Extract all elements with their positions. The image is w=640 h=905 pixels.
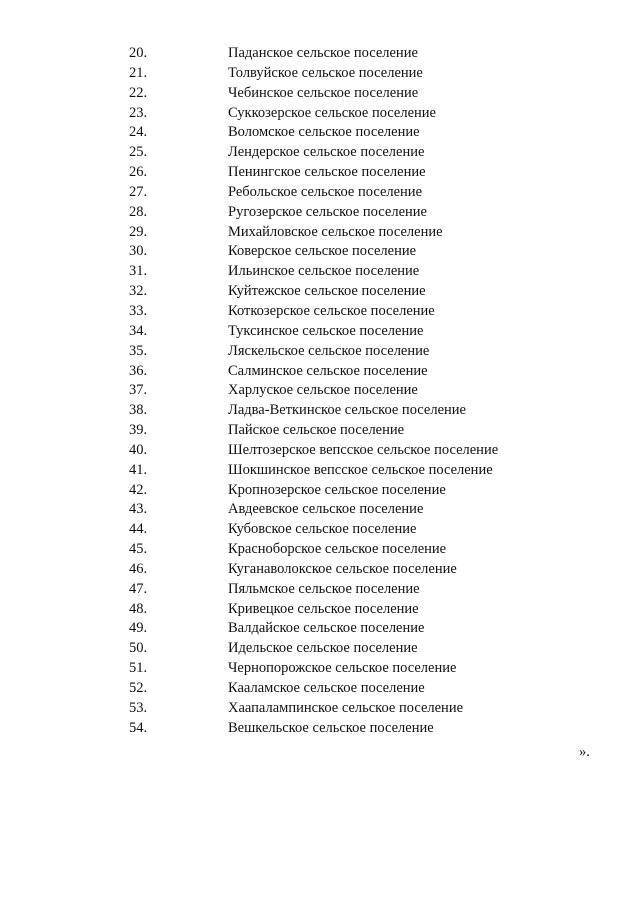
settlement-name: Куганаволокское сельское поселение <box>228 560 457 577</box>
list-item <box>0 679 640 699</box>
list-item <box>0 719 640 739</box>
item-number: 49. <box>129 620 148 637</box>
list-item <box>0 500 640 520</box>
item-number: 45. <box>129 541 148 558</box>
settlement-name: Идельское сельское поселение <box>228 640 418 657</box>
settlement-name: Кубовское сельское поселение <box>228 521 417 538</box>
settlement-name: Туксинское сельское поселение <box>228 322 424 339</box>
settlement-name: Красноборское сельское поселение <box>228 541 447 558</box>
settlement-name: Ильинское сельское поселение <box>228 263 420 280</box>
list-item <box>0 84 640 104</box>
item-number: 34. <box>129 322 148 339</box>
settlement-name: Ребольское сельское поселение <box>228 183 423 200</box>
item-number: 40. <box>129 441 148 458</box>
settlement-name: Чернопорожское сельское поселение <box>228 660 457 677</box>
list-item <box>0 223 640 243</box>
item-number: 30. <box>129 243 148 260</box>
item-number: 41. <box>129 461 148 478</box>
list-item <box>0 441 640 461</box>
settlement-name: Кривецкое сельское поселение <box>228 600 419 617</box>
item-number: 54. <box>129 719 148 736</box>
item-number: 26. <box>129 164 148 181</box>
list-item <box>0 461 640 481</box>
list-item <box>0 163 640 183</box>
list-item <box>0 421 640 441</box>
list-item <box>0 401 640 421</box>
list-item <box>0 64 640 84</box>
list-item <box>0 659 640 679</box>
item-number: 33. <box>129 302 148 319</box>
list-item <box>0 143 640 163</box>
item-number: 53. <box>129 699 148 716</box>
settlement-name: Хаапалампинское сельское поселение <box>228 699 464 716</box>
item-number: 38. <box>129 402 148 419</box>
list-item <box>0 619 640 639</box>
list-item <box>0 322 640 342</box>
settlement-name: Ляскельское сельское поселение <box>228 342 430 359</box>
item-number: 29. <box>129 223 148 240</box>
list-item <box>0 639 640 659</box>
settlement-name: Пайское сельское поселение <box>228 422 405 439</box>
settlement-name: Михайловское сельское поселение <box>228 223 443 240</box>
item-number: 32. <box>129 283 148 300</box>
item-number: 23. <box>129 104 148 121</box>
item-number: 47. <box>129 580 148 597</box>
settlement-name: Харлуское сельское поселение <box>228 382 418 399</box>
settlement-name: Шокшинское вепсское сельское поселение <box>228 461 493 478</box>
settlement-name: Воломское сельское поселение <box>228 124 420 141</box>
list-item <box>0 203 640 223</box>
item-number: 51. <box>129 660 148 677</box>
settlement-name: Суккозерское сельское поселение <box>228 104 436 121</box>
item-number: 52. <box>129 680 148 696</box>
list-item <box>0 560 640 580</box>
list-item <box>0 123 640 143</box>
list-item <box>0 262 640 282</box>
item-number: 35. <box>129 342 148 359</box>
settlement-name: Валдайское сельское поселение <box>228 620 425 637</box>
item-number: 20. <box>129 45 148 61</box>
list-item <box>0 242 640 262</box>
list-item <box>0 580 640 600</box>
list-item <box>0 362 640 382</box>
settlement-name: Коткозерское сельское поселение <box>228 302 435 319</box>
closing-quote-mark: ». <box>579 744 590 760</box>
settlement-name: Ругозерское сельское поселение <box>228 203 427 220</box>
item-number: 43. <box>129 501 148 518</box>
list-item <box>0 600 640 620</box>
settlement-name: Паданское сельское поселение <box>228 45 418 61</box>
item-number: 37. <box>129 382 148 399</box>
settlement-name: Ладва-Веткинское сельское поселение <box>228 402 466 419</box>
item-number: 42. <box>129 481 148 498</box>
item-number: 44. <box>129 521 148 538</box>
item-number: 28. <box>129 203 148 220</box>
list-item <box>0 302 640 322</box>
list-item <box>0 381 640 401</box>
list-item <box>0 520 640 540</box>
settlement-name: Куйтежское сельское поселение <box>228 283 426 300</box>
item-number: 50. <box>129 640 148 657</box>
item-number: 36. <box>129 362 148 379</box>
settlement-name: Пяльмское сельское поселение <box>228 580 420 597</box>
settlement-name: Кааламское сельское поселение <box>228 680 425 696</box>
list-item <box>0 282 640 302</box>
item-number: 25. <box>129 144 148 161</box>
list-item <box>0 104 640 124</box>
item-number: 48. <box>129 600 148 617</box>
list-item <box>0 183 640 203</box>
item-number: 39. <box>129 422 148 439</box>
settlement-name: Авдеевское сельское поселение <box>228 501 424 518</box>
settlement-name: Чебинское сельское поселение <box>228 84 419 101</box>
settlement-name: Вешкельское сельское поселение <box>228 719 434 736</box>
list-item <box>0 540 640 560</box>
settlement-name: Лендерское сельское поселение <box>228 144 425 161</box>
settlement-name: Салминское сельское поселение <box>228 362 428 379</box>
settlement-name: Толвуйское сельское поселение <box>228 64 423 81</box>
list-item <box>0 481 640 501</box>
list-item <box>0 699 640 719</box>
item-number: 31. <box>129 263 148 280</box>
item-number: 24. <box>129 124 148 141</box>
item-number: 21. <box>129 64 148 81</box>
item-number: 46. <box>129 560 148 577</box>
item-number: 27. <box>129 183 148 200</box>
list-item <box>0 342 640 362</box>
settlement-name: Пенингское сельское поселение <box>228 164 426 181</box>
settlement-list <box>0 44 640 739</box>
item-number: 22. <box>129 84 148 101</box>
settlement-name: Шелтозерское вепсское сельское поселение <box>228 441 499 458</box>
settlement-name: Коверское сельское поселение <box>228 243 417 260</box>
settlement-name: Кропнозерское сельское поселение <box>228 481 446 498</box>
list-item <box>0 44 640 64</box>
